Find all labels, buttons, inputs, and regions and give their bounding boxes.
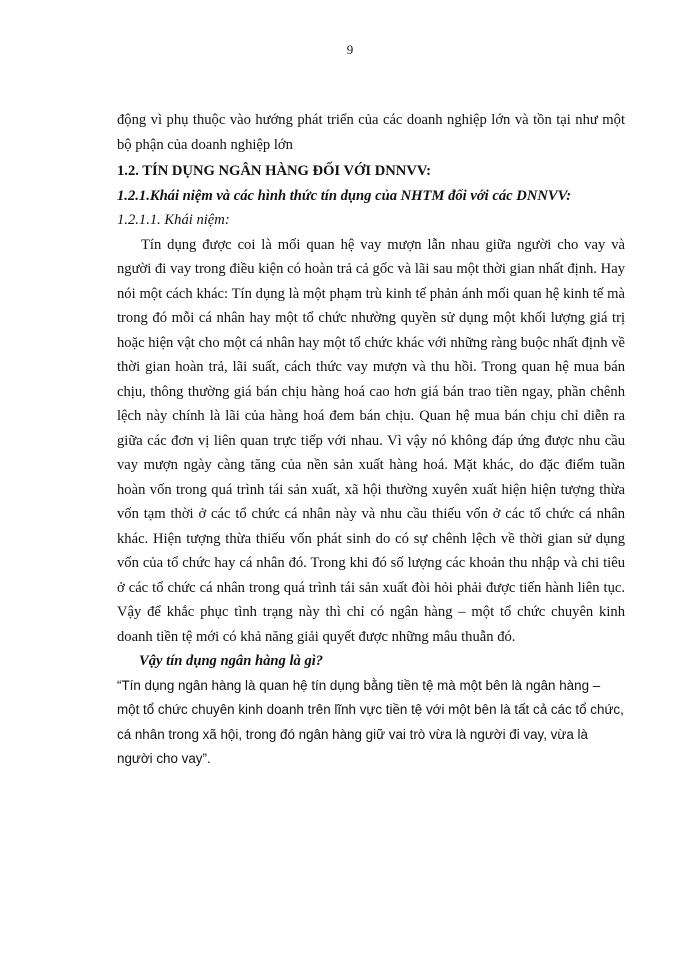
question-heading: Vậy tín dụng ngân hàng là gì? [139, 653, 324, 669]
page-number: 9 [346, 42, 354, 57]
main-paragraph: Tín dụng được coi là mối quan hệ vay mượn lẫn nhau giữa người cho vay và người đi vay trong điều kiện có hoàn trả cả gốc và lãi sau một thời gian nhất định. Hay nói một cách khác: Tín dụng là một phạm trù kinh tế phản ánh mối quan hệ kinh tế mà trong đó mỗi cá nhân hay một tổ chức nhường quyền sử dụng một khối lượng giá trị hoặc hiện vật cho một cá nhân hay một tổ chức khác với những ràng buộc nhất định về thời gian hoàn trả, lãi suất, cách thức vay mượn và thu hồi. Trong quan hệ mua bán chịu, thông thường giá bán chịu hàng hoá cao hơn giá bán trao tiền ngay, phần chênh lệch này chính là lãi của hàng hoá đem bán chịu. Quan hệ mua bán chịu chỉ diễn ra giữa các đơn vị liên quan trực tiếp với nhau. Vì vậy nó không đáp ứng được nhu cầu vay mượn ngày càng tăng của nền sản xuất hàng hoá. Mặt khác, do đặc điểm tuần hoàn vốn trong quá trình tái sản xuất, xã hội thường xuyên xuất hiện hiện tượng thừa vốn tạm thời ở các tổ chức cá nhân này và nhu cầu thiếu vốn ở các tổ chức cá nhân khác. Hiện tượng thừa thiếu vốn phát sinh do có sự chênh lệch về thời gian sử dụng vốn của tổ chức hay cá nhân đó. Trong khi đó số lượng các khoản thu nhập và chi tiêu ở các tổ chức cá nhân trong quá trình tái sản xuất đòi hỏi phải được tiến hành liên tục. Vậy để khắc phục tình trạng này thì chỉ có ngân hàng – một tổ chức chuyên kinh doanh tiền tệ mới có khả năng giải quyết được những mâu thuẫn đó. [117, 236, 625, 645]
document-body [117, 108, 625, 772]
subsection-heading: 1.2.1.Khái niệm và các hình thức tín dụng của NHTM đối với các DNNVV: [117, 187, 572, 204]
subsubsection-heading: 1.2.1.1. Khái niệm: [117, 212, 230, 228]
definition-quote: “Tín dụng ngân hàng là quan hệ tín dụng bằng tiền tệ mà một bên là ngân hàng – một tổ chức chuyên kinh doanh trên lĩnh vực tiền tệ với một bên là tất cả các tổ chức, cá nhân trong xã hội, trong đó ngân hàng giữ vai trò vừa là người đi vay, vừa là người cho vay”. [117, 677, 624, 766]
intro-paragraph: động vì phụ thuộc vào hướng phát triển của các doanh nghiệp lớn và tồn tại như một bộ phận của doanh nghiệp lớn [117, 112, 625, 153]
section-heading: 1.2. TÍN DỤNG NGÂN HÀNG ĐỐI VỚI DNNVV: [117, 163, 431, 179]
